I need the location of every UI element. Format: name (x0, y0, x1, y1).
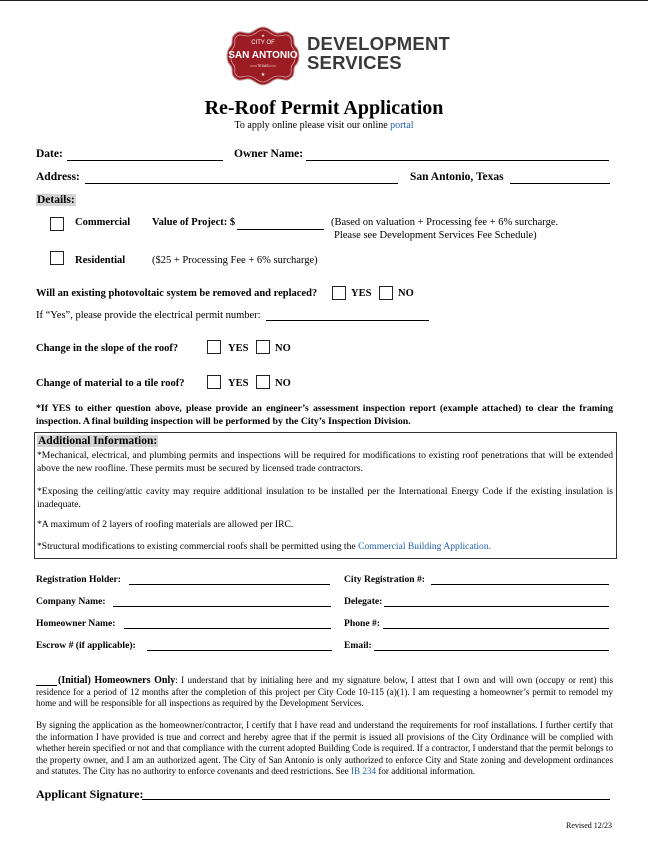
pv-no-checkbox[interactable] (379, 286, 393, 300)
slope-no-label: NO (275, 343, 291, 354)
info-item-mep-permits: *Mechanical, electrical, and plumbing permits and inspections will be required for modifications to existing roof penetrations that will be extended above the new roofline. These permits must be secured by licensed trade contractors. (37, 450, 613, 474)
company-name-field[interactable] (113, 606, 331, 607)
company-name-label: Company Name: (36, 596, 106, 607)
svg-text:★: ★ (261, 33, 265, 38)
tile-yes-checkbox[interactable] (207, 375, 221, 389)
certification-statement (36, 720, 613, 778)
owner-name-field[interactable] (306, 160, 609, 161)
city-registration-field[interactable] (431, 584, 609, 585)
zip-field[interactable] (510, 183, 610, 184)
homeowner-attestation (36, 675, 613, 710)
registration-holder-label: Registration Holder: (36, 574, 121, 585)
additional-information-heading: Additional Information: (38, 435, 158, 447)
logo-line-1: DEVELOPMENT (307, 33, 451, 54)
slope-question: Change in the slope of the roof? (36, 343, 179, 354)
owner-name-label: Owner Name: (234, 148, 304, 160)
phone-field[interactable] (383, 628, 609, 629)
pv-yes-label: YES (351, 288, 372, 299)
value-of-project-field[interactable] (237, 229, 324, 230)
pv-question: Will an existing photovoltaic system be removed and replaced? (36, 288, 318, 299)
pv-permit-label: If “Yes”, please provide the electrical permit number: (36, 310, 261, 321)
residential-fee-note: ($25 + Processing Fee + 6% surcharge) (152, 255, 318, 266)
residential-label: Residential (75, 255, 126, 266)
info-item-roofing-layers: *A maximum of 2 layers of roofing materials are allowed per IRC. (37, 519, 294, 530)
date-field[interactable] (67, 160, 223, 161)
tile-yes-label: YES (228, 378, 249, 389)
page-subtitle (0, 120, 648, 131)
value-of-project-label: Value of Project: $ (152, 217, 236, 228)
applicant-signature-label: Applicant Signature: (36, 787, 144, 801)
commercial-label: Commercial (75, 217, 131, 228)
registration-holder-field[interactable] (129, 584, 330, 585)
slope-yes-label: YES (228, 343, 249, 354)
homeowner-initial-label: (Initial) Homeowners Only (58, 675, 176, 686)
slope-no-checkbox[interactable] (256, 340, 270, 354)
city-state-label: San Antonio, Texas (410, 171, 504, 183)
city-seal-logo (226, 25, 300, 87)
structural-text: *Structural modifications to existing commercial roofs shall be permitted using the (37, 541, 356, 552)
delegate-label: Delegate: (344, 596, 383, 607)
seal-texas: TEXAS (257, 64, 269, 68)
commercial-checkbox[interactable] (50, 217, 64, 231)
portal-link[interactable]: portal (390, 120, 414, 131)
email-field[interactable] (374, 650, 609, 651)
pv-permit-field[interactable] (266, 320, 429, 321)
engineer-report-note: *If YES to either question above, please provide an engineer’s assessment inspection report (example attached) to clear the framing inspection. A final building inspection will be performed by the City’s Inspection Division. (36, 403, 613, 427)
revised-date: Revised 12/23 (566, 821, 612, 830)
ib-234-link[interactable]: IB 234 (351, 766, 377, 776)
homeowner-name-field[interactable] (124, 628, 331, 629)
svg-text:★: ★ (260, 73, 266, 78)
subtitle-text: To apply online please visit our online (234, 120, 388, 131)
seal-city-of: CITY OF (251, 40, 275, 46)
details-heading: Details: (37, 194, 75, 206)
escrow-field[interactable] (147, 650, 332, 651)
tile-no-label: NO (275, 378, 291, 389)
city-registration-label: City Registration #: (344, 574, 425, 585)
certification-text: By signing the application as the homeowner/contractor, I certify that I have read and understand the requirements for roof installations. I further certify that the information I have provided is true and correct and hereby agree that if the permit is issued all provisions of the City Ordinance will be complied with whether herein specified or not and that compliance with the current adopted Building Code is required. If a contractor, I understand that the permit belongs to the property owner, and I am an authorized agent. The City of San Antonio is only authorized to enforce City and State zoning and development ordinances and statutes. The City has no authority to enforce covenants and deed restrictions. See (36, 720, 613, 776)
applicant-signature-field[interactable] (142, 799, 610, 800)
date-label: Date: (36, 148, 63, 160)
homeowner-attestation-text: : I understand that by initialing here and my signature below, I attest that I own and will own (occupy or rent) this residence for a period of 12 months after the completion of this project per City Code 10-115 (a)(1). I am requesting a homeowner’s permit to remodel my home and will be responsible for all inspections as required by the Development Services. (36, 675, 613, 708)
residential-checkbox[interactable] (50, 251, 64, 265)
additional-information-box (34, 432, 617, 559)
email-label: Email: (344, 640, 372, 651)
escrow-label: Escrow # (if applicable): (36, 640, 136, 651)
development-services-logo-text (307, 34, 450, 72)
tile-question: Change of material to a tile roof? (36, 378, 185, 389)
delegate-field[interactable] (384, 606, 609, 607)
homeowner-name-label: Homeowner Name: (36, 618, 116, 629)
logo-line-2: SERVICES (307, 52, 402, 73)
seal-san-antonio: SAN ANTONIO (228, 50, 298, 61)
page-title: Re-Roof Permit Application (204, 97, 444, 119)
slope-yes-checkbox[interactable] (207, 340, 221, 354)
commercial-fee-note-1: (Based on valuation + Processing fee + 6% surcharge. (331, 217, 559, 228)
tile-no-checkbox[interactable] (256, 375, 270, 389)
phone-label: Phone #: (344, 618, 380, 629)
info-item-structural (37, 540, 613, 553)
commercial-fee-note-2: Please see Development Services Fee Schedule) (334, 230, 537, 241)
info-item-insulation: *Exposing the ceiling/attic cavity may require additional insulation to be installed per the International Energy Code if the existing insulation is inadequate. (37, 486, 613, 510)
pv-yes-checkbox[interactable] (332, 286, 346, 300)
address-field[interactable] (85, 183, 398, 184)
pv-no-label: NO (398, 288, 414, 299)
commercial-building-application-link[interactable]: Commercial Building Application. (358, 541, 492, 552)
certification-suffix: for additional information. (378, 766, 476, 776)
address-label: Address: (36, 171, 80, 183)
